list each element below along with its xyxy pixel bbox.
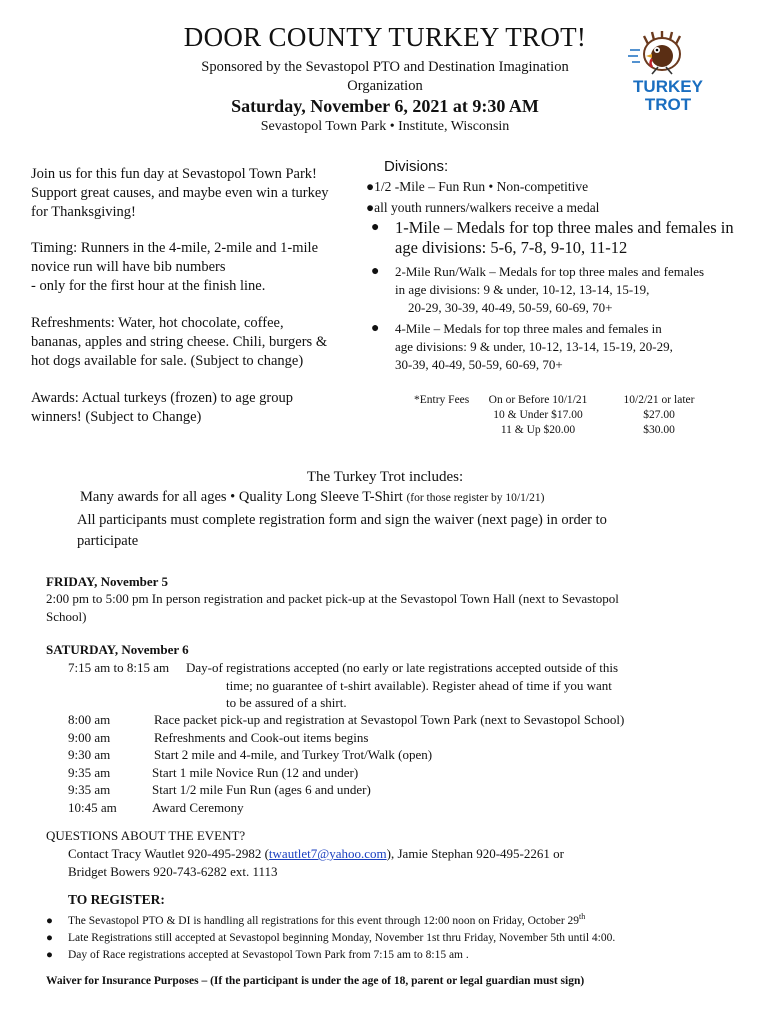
bullet-icon: ● <box>371 264 380 279</box>
includes-heading: The Turkey Trot includes: <box>306 469 464 485</box>
bullet-icon: ● <box>371 321 380 336</box>
list-item: ● Late Registrations still accepted at Sevastopol beginning Monday, November 1st thru Friday, November 5th until 4:00. <box>46 930 761 947</box>
schedule-row: 9:30 am Start 2 mile and 4-mile, and Turkey Trot/Walk (open) <box>68 747 433 762</box>
event-date: Saturday, November 6, 2021 at 9:30 AM <box>231 96 539 116</box>
entry-fees-label: *Entry Fees <box>414 394 470 406</box>
awards-paragraph: Awards: Actual turkeys (frozen) to age group winners! (Subject to Change) <box>31 390 293 425</box>
timing-paragraph: Timing: Runners in the 4-mile, 2-mile and 1-mile novice run will have bib numbers - only for the first hour at the finish line. <box>31 240 319 294</box>
questions-heading: QUESTIONS ABOUT THE EVENT? <box>46 828 246 843</box>
register-list <box>46 908 761 964</box>
fees-early-column: On or Before 10/1/21 10 & Under $17.00 11 & Up $20.00 <box>488 394 588 436</box>
bullet-icon: ● <box>46 948 53 961</box>
waiver-notice: All participants must complete registration form and sign the waiver (next page) in order to participate <box>77 512 607 549</box>
register-heading: TO REGISTER: <box>68 892 165 907</box>
list-item: ● Day of Race registrations accepted at Sevastopol Town Park from 7:15 am to 8:15 am . <box>46 947 761 964</box>
division-one-mile: 1-Mile – Medals for top three males and females in age divisions: 5-6, 7-8, 9-10, 11-12 <box>395 218 734 257</box>
intro-paragraph: Join us for this fun day at Sevastopol Town Park! Support great causes, and maybe even win a turkey for Thanksgiving! <box>31 166 329 220</box>
division-half-mile: ●1/2 -Mile – Fun Run • Non-competitive <box>366 179 589 194</box>
bullet-icon: ● <box>46 914 53 927</box>
sponsor-line: Sponsored by the Sevastopol PTO and Destination Imagination Organization <box>201 59 569 94</box>
schedule-row: 8:00 am Race packet pick-up and registration at Sevastopol Town Park (next to Sevastopol School) <box>68 712 625 727</box>
questions-contact: Contact Tracy Wautlet 920-495-2982 (twautlet7@yahoo.com), Jamie Stephan 920-495-2261 or Bridget Bowers 920-743-6282 ext. 1113 <box>68 846 564 879</box>
bullet-icon: ● <box>371 220 380 235</box>
saturday-first-time: 7:15 am to 8:15 am <box>68 660 170 675</box>
contact-email-link[interactable]: twautlet7@yahoo.com <box>268 846 387 861</box>
division-youth-medal: ●all youth runners/walkers receive a medal <box>366 200 600 215</box>
division-two-mile: 2-Mile Run/Walk – Medals for top three males and females in age divisions: 9 & under, 10-12, 13-14, 15-19, 20-29, 30-39, 40-49, 50-59, 60-69, 70+ <box>395 264 705 315</box>
divisions-heading: Divisions: <box>384 158 449 175</box>
schedule-row: 10:45 am Award Ceremony <box>68 799 244 815</box>
saturday-first-text: Day-of registrations accepted (no early or late registrations accepted outside of this time; no guarantee of t-shirt available). Register ahead of time if you want to be assured of a shirt. <box>186 660 619 710</box>
schedule-row: 9:00 am Refreshments and Cook-out items begins <box>68 729 369 745</box>
page-title: DOOR COUNTY TURKEY TROT! <box>183 22 587 52</box>
waiver-heading: Waiver for Insurance Purposes – (If the participant is under the age of 18, parent or legal guardian must sign) <box>46 975 585 987</box>
refreshments-paragraph: Refreshments: Water, hot chocolate, coffee, bananas, apples and string cheese. Chili, burgers & hot dogs available for sale. (Subject to change) <box>31 315 328 369</box>
includes-items: Many awards for all ages • Quality Long Sleeve T-Shirt (for those register by 10/1/21) <box>80 489 545 505</box>
friday-heading: FRIDAY, November 5 <box>46 574 168 589</box>
division-four-mile: 4-Mile – Medals for top three males and females in age divisions: 9 & under, 10-12, 13-14, 15-19, 20-29, 30-39, 40-49, 50-59, 60-69, 70+ <box>395 321 673 372</box>
turkey-trot-logo <box>622 30 714 114</box>
saturday-heading: SATURDAY, November 6 <box>46 642 189 657</box>
schedule-row: 9:35 am Start 1/2 mile Fun Run (ages 6 and under) <box>68 782 371 797</box>
event-location: Sevastopol Town Park • Institute, Wisconsin <box>260 119 510 134</box>
bullet-icon: ● <box>46 931 53 944</box>
saturday-schedule-list <box>68 711 758 816</box>
logo-text-trot: TROT <box>644 95 692 114</box>
logo-text-turkey: TURKEY <box>633 77 703 96</box>
list-item: ● The Sevastopol PTO & DI is handling all registrations for this event through 12:00 noon on Friday, October 29th <box>46 908 761 930</box>
schedule-row: 9:35 am Start 1 mile Novice Run (12 and under) <box>68 764 359 780</box>
fees-late-column: 10/2/21 or later $27.00 $30.00 <box>623 394 695 436</box>
turkey-icon <box>628 31 680 74</box>
friday-schedule: 2:00 pm to 5:00 pm In person registration and packet pick-up at the Sevastopol Town Hall (next to Sevastopol School) <box>46 591 619 624</box>
